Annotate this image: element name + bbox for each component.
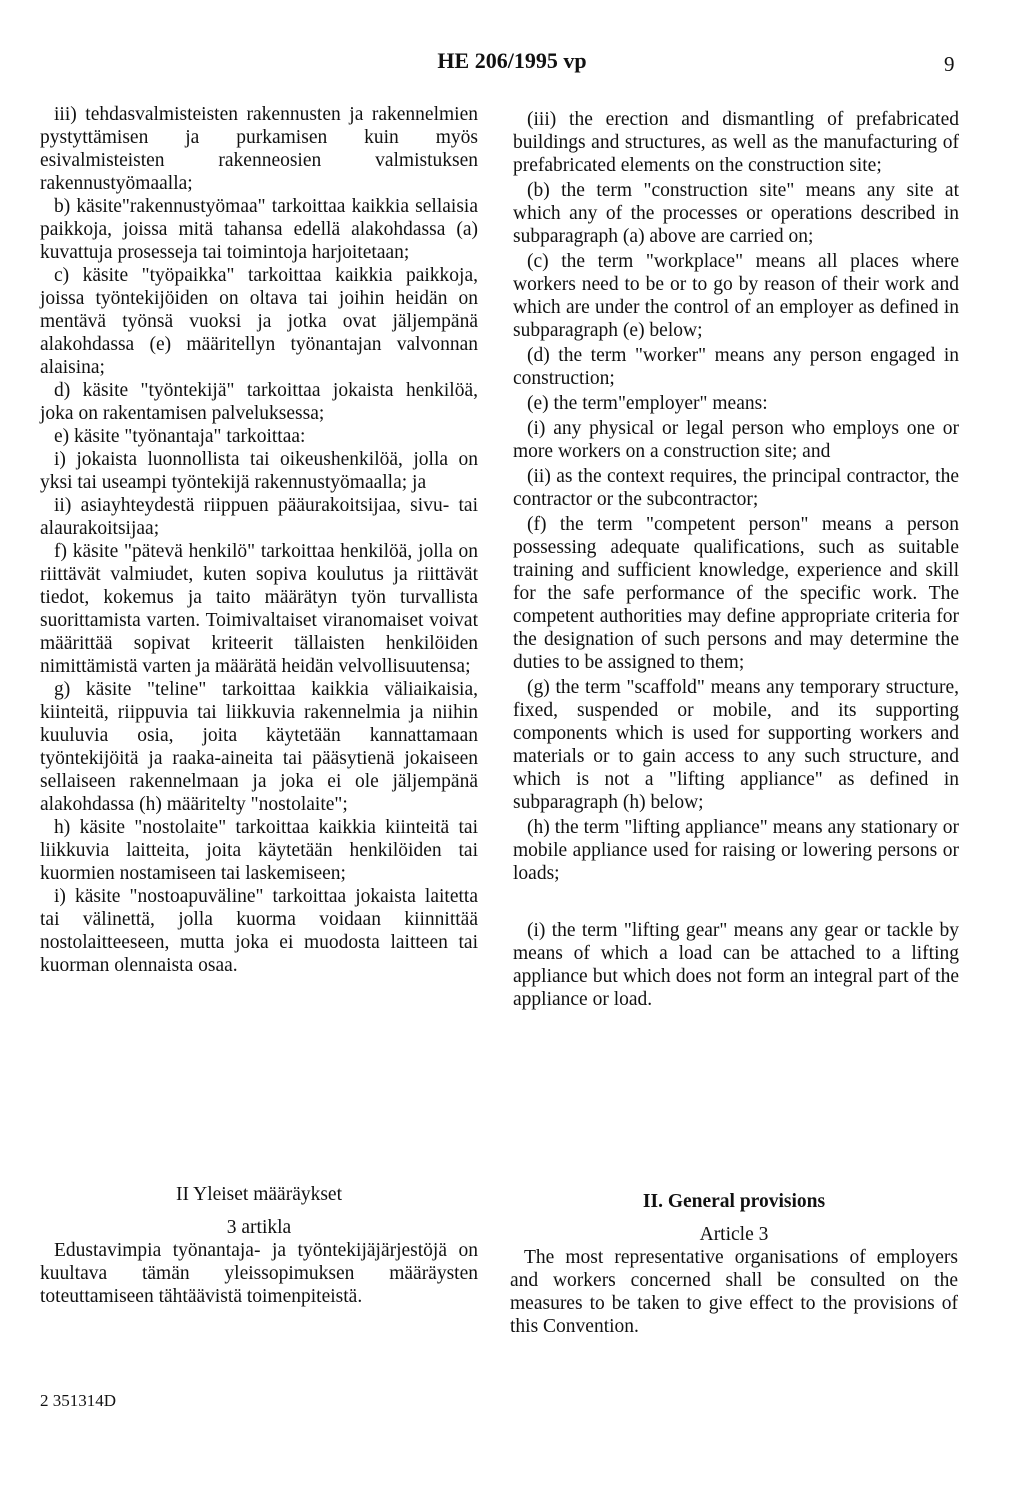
- en-paragraph-e-ii: (ii) as the context requires, the principal contractor, the contractor or the subcontractor;: [513, 466, 959, 510]
- page-number: 9: [944, 52, 955, 76]
- en-paragraph-c: (c) the term "workplace" means all places where workers need to be or to go by reason of their work and which are under the control of an employer as defined in subparagraph (e) below;: [513, 251, 959, 341]
- en-paragraph-e: (e) the term"employer" means:: [527, 393, 768, 414]
- fi-article-body: Edustavimpia työnantaja- ja työntekijäjärjestöjä on kuultava tämän yleissopimuksen määräysten toteuttamiseen tähtäävistä toimenpiteistä.: [40, 1240, 478, 1307]
- fi-paragraph-c: c) käsite "työpaikka" tarkoittaa kaikkia paikkoja, joissa työntekijöiden on oltava tai joihin heidän on mentävä työnsä vuoksi ja jotka ovat jäljempänä alakohdassa (e) määritellyn työnantajan valvonnan alaisina;: [40, 265, 478, 378]
- en-paragraph-i: (i) the term "lifting gear" means any gear or tackle by means of which a load can be attached to a lifting appliance but which does not form an integral part of the appliance or load.: [513, 920, 959, 1010]
- fi-paragraph-b: b) käsite"rakennustyömaa" tarkoittaa kaikkia sellaisia paikkoja, joissa mitä tahansa edellä alakohdassa (a) kuvattuja prosesseja tai toimintoja harjoitetaan;: [40, 196, 478, 263]
- en-paragraph-d: (d) the term "worker" means any person engaged in construction;: [513, 345, 959, 389]
- fi-section-heading: II Yleiset määräykset: [175, 1184, 343, 1205]
- fi-paragraph-d: d) käsite "työntekijä" tarkoittaa jokaista henkilöä, joka on rakentamisen palveluksessa;: [40, 380, 478, 424]
- en-paragraph-b: (b) the term "construction site" means any site at which any of the processes or operations described in subparagraph (a) above are carried on;: [513, 180, 959, 247]
- english-column: [513, 108, 959, 1013]
- en-section-heading: II. General provisions: [642, 1191, 826, 1212]
- en-paragraph-g: (g) the term "scaffold" means any temporary structure, fixed, suspended or mobile, and its supporting components which is used for supporting workers and materials or to gain access to any such structure, and which is not a "lifting appliance" as defined in subparagraph (h) below;: [513, 677, 959, 813]
- fi-paragraph-i: i) käsite "nostoapuväline" tarkoittaa jokaista laitetta tai välinettä, jolla kuorma voidaan kiinnittää nostolaitteeseen, mutta joka ei muodosta laitteen tai kuorman olennaista osaa.: [40, 886, 478, 976]
- fi-paragraph-e: e) käsite "työnantaja" tarkoittaa:: [54, 426, 306, 447]
- fi-article-number: 3 artikla: [226, 1217, 292, 1238]
- en-article-number: Article 3: [699, 1224, 769, 1245]
- finnish-column: [40, 103, 478, 977]
- en-paragraph-iii: (iii) the erection and dismantling of prefabricated buildings and structures, as well as the manufacturing of prefabricated elements on the construction site;: [513, 109, 959, 176]
- finnish-general-provisions: [40, 1183, 478, 1308]
- en-paragraph-h: (h) the term "lifting appliance" means any stationary or mobile appliance used for raising or lowering persons or loads;: [513, 817, 959, 884]
- en-paragraph-e-i: (i) any physical or legal person who employs one or more workers on a construction site; and: [513, 418, 959, 462]
- fi-paragraph-f: f) käsite "pätevä henkilö" tarkoittaa henkilöä, jolla on riittävät valmiudet, kuten sopiva koulutus ja riittävät tiedot, kokemus ja taito määrätyn työn turvallista suorittamista varten. Toimivaltaiset viranomaiset voivat määrittää sopivat kriteerit tällaisten henkilöiden nimittämistä varten ja määrätä heidän velvollisuutensa;: [40, 541, 478, 677]
- document-header-title: HE 206/1995 vp: [437, 48, 587, 73]
- document-code: 2 351314D: [40, 1391, 117, 1410]
- fi-paragraph-iii: iii) tehdasvalmisteisten rakennusten ja rakennelmien pystyttämisen ja purkamisen kuin myös esivalmisteisten rakenneosien valmistuksen rakennustyömaalla;: [40, 104, 478, 194]
- fi-paragraph-e-ii: ii) asiayhteydestä riippuen pääurakoitsijaa, sivu- tai alaurakoitsijaa;: [40, 495, 478, 539]
- en-paragraph-f: (f) the term "competent person" means a person possessing adequate qualifications, such as suitable training and sufficient knowledge, experience and skill for the safe performance of the specific work. The competent authorities may define appropriate criteria for the designation of such persons and may determine the duties to be assigned to them;: [513, 514, 959, 673]
- fi-paragraph-e-i: i) jokaista luonnollista tai oikeushenkilöä, jolla on yksi tai useampi työntekijä rakennustyömaalla; ja: [40, 449, 478, 493]
- fi-paragraph-g: g) käsite "teline" tarkoittaa kaikkia väliaikaisia, kiinteitä, riippuvia tai liikkuvia rakennelmia ja niihin kuuluvia osia, joita käytetään kannattamaan työntekijöitä ja raaka-aineita tai pääsytienä jokaiseen sellaiseen rakennelmaan ja joka ei ole jäljempänä alakohdassa (h) määritelty "nostolaite";: [40, 679, 478, 815]
- fi-paragraph-h: h) käsite "nostolaite" tarkoittaa kaikkia kiinteitä tai liikkuvia laitteita, joita käytetään henkilöiden tai kuormien nostamiseen tai laskemiseen;: [40, 817, 478, 884]
- english-general-provisions: [510, 1190, 958, 1338]
- en-article-body: The most representative organisations of employers and workers concerned shall be consulted on the measures to be taken to give effect to the provisions of this Convention.: [510, 1247, 958, 1337]
